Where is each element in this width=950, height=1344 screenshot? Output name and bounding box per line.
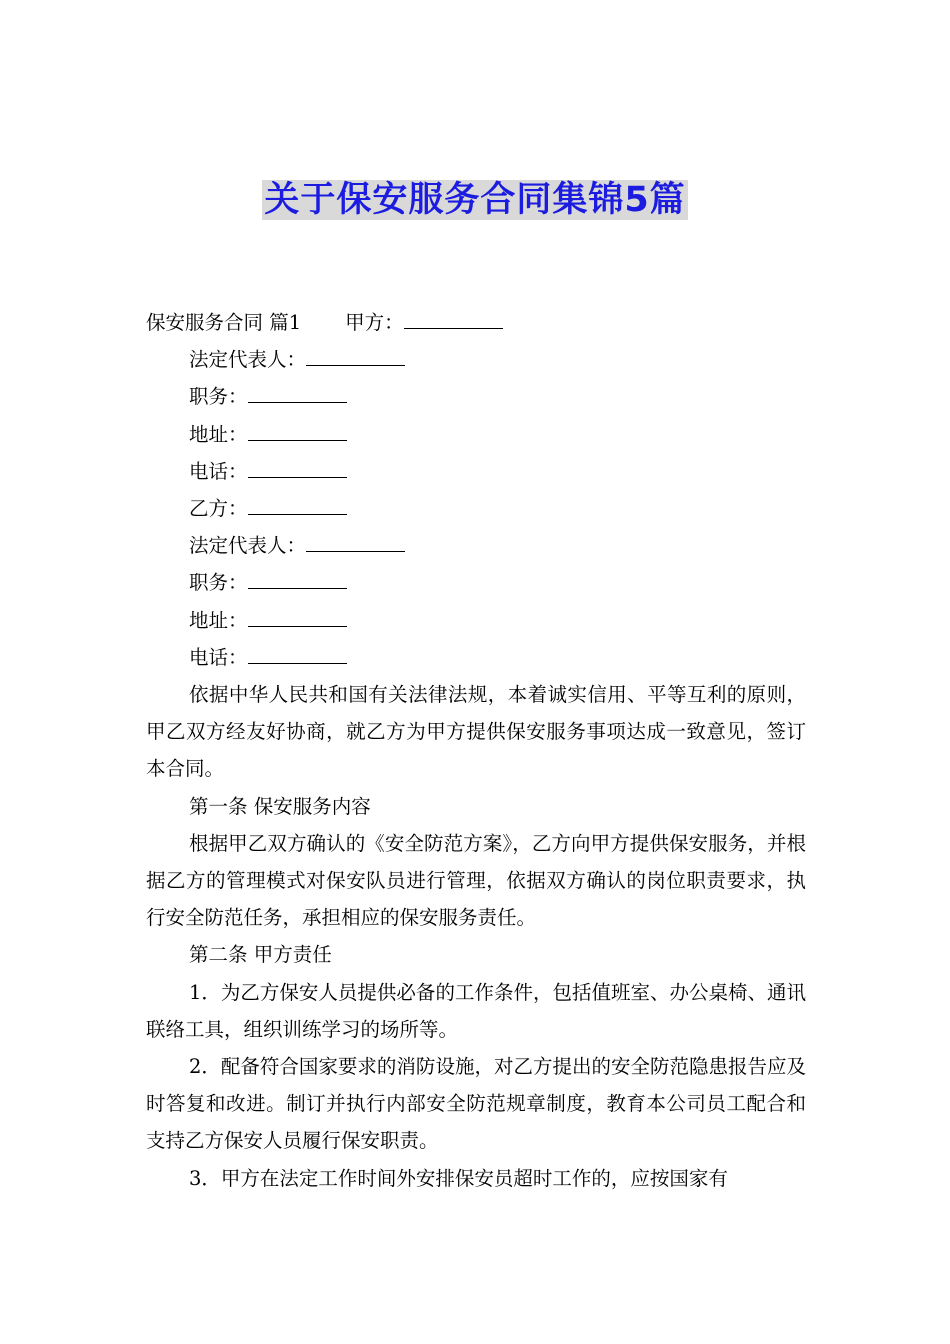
document-body	[146, 304, 806, 1197]
contract-heading: 保安服务合同 篇1	[146, 311, 302, 334]
paragraph: 1．为乙方保安人员提供必备的工作条件，包括值班室、办公桌椅、通讯联络工具，组织训练学习的场所等。	[146, 980, 806, 1041]
field-label: 乙方：	[189, 497, 248, 521]
field-label: 职务：	[189, 571, 248, 595]
document-title-text: 关于保安服务合同集锦5篇	[264, 180, 686, 220]
party-a-blank	[404, 310, 503, 329]
field-blank	[248, 570, 347, 589]
document-title	[0, 176, 950, 224]
field-line	[146, 639, 806, 676]
paragraph: 根据甲乙双方确认的《安全防范方案》，乙方向甲方提供保安服务，并根据乙方的管理模式对保安队员进行管理，依据双方确认的岗位职责要求，执行安全防范任务，承担相应的保安服务责任。	[146, 831, 806, 930]
field-line	[146, 341, 806, 378]
field-blank	[248, 422, 347, 441]
paragraph: 依据中华人民共和国有关法律法规，本着诚实信用、平等互利的原则，甲乙双方经友好协商，就乙方为甲方提供保安服务事项达成一致意见，签订本合同。	[146, 683, 806, 781]
contract-heading-line	[146, 304, 806, 341]
field-label: 地址：	[189, 608, 248, 632]
field-blank	[248, 645, 347, 664]
field-line	[146, 602, 806, 639]
party-a-label: 甲方：	[345, 311, 404, 334]
section-heading: 第二条 甲方责任	[189, 943, 332, 967]
field-label: 地址：	[189, 422, 248, 446]
field-line	[146, 564, 806, 601]
field-blank	[248, 608, 347, 627]
field-line	[146, 453, 806, 490]
field-label: 职务：	[189, 385, 248, 409]
field-line	[146, 378, 806, 415]
field-blank	[306, 533, 405, 552]
field-line	[146, 527, 806, 564]
field-blank	[306, 347, 405, 366]
paragraph: 3．甲方在法定工作时间外安排保安员超时工作的，应按国家有	[189, 1166, 728, 1190]
field-label: 法定代表人：	[189, 348, 307, 372]
field-blank	[248, 496, 347, 515]
section-heading: 第一条 保安服务内容	[189, 794, 371, 818]
field-line	[146, 416, 806, 453]
paragraph: 2．配备符合国家要求的消防设施，对乙方提出的安全防范隐患报告应及时答复和改进。制订并执行内部安全防范规章制度，教育本公司员工配合和支持乙方保安人员履行保安职责。	[146, 1055, 806, 1153]
field-blank	[248, 459, 347, 478]
field-label: 法定代表人：	[189, 534, 307, 558]
field-label: 电话：	[189, 645, 248, 669]
field-line	[146, 490, 806, 527]
field-blank	[248, 384, 347, 403]
field-label: 电话：	[189, 459, 248, 483]
